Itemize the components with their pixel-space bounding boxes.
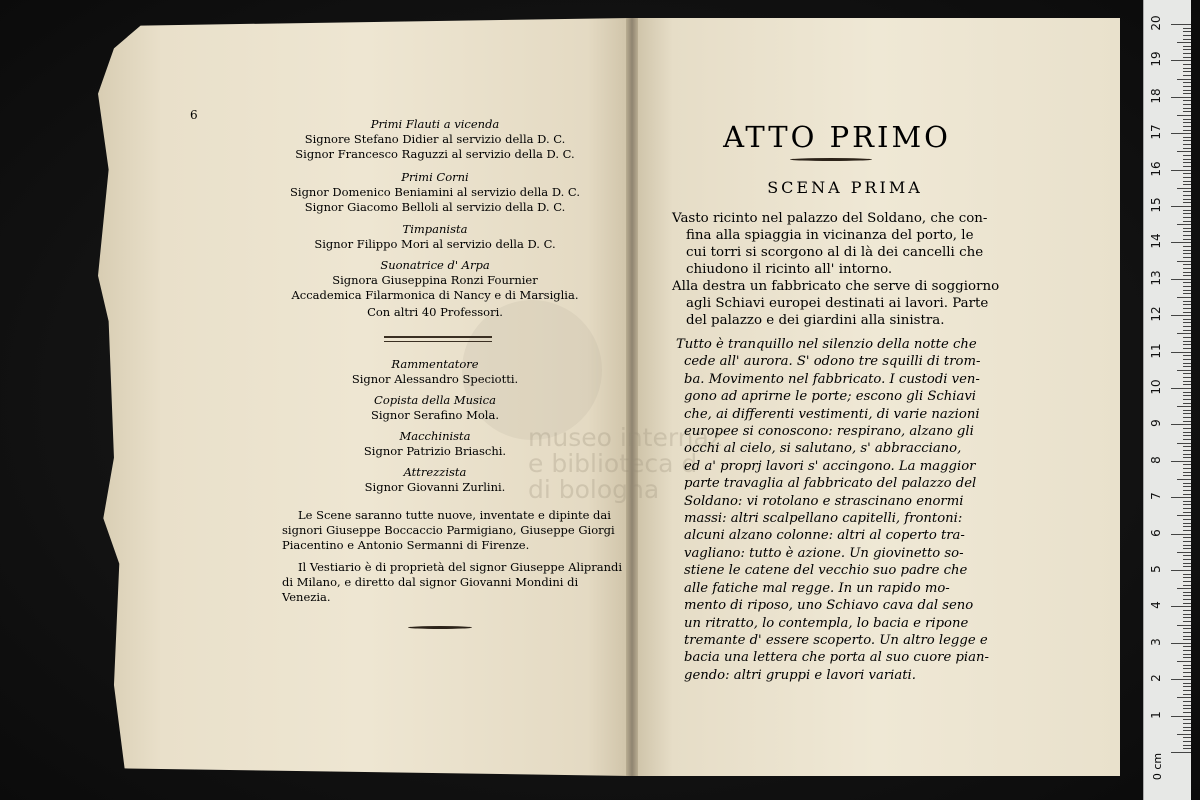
ruler-tick [1183, 202, 1191, 203]
ruler-tick [1183, 439, 1191, 440]
action-line: ed a' proprj lavori s' accingono. La maggior [684, 458, 976, 474]
action-line: stiene le catene del vecchio suo padre che [684, 563, 968, 579]
scenes-note [282, 508, 615, 553]
section-heading: Timpanista [402, 222, 468, 236]
ruler-tick [1183, 137, 1191, 138]
ruler-tick [1183, 228, 1191, 229]
ruler-tick [1183, 337, 1191, 338]
ruler-tick [1183, 577, 1191, 578]
measurement-ruler [1143, 0, 1191, 800]
ruler-tick [1183, 508, 1191, 509]
action-line: che, ai differenti vestimenti, di varie nazioni [684, 406, 980, 422]
action-line: massi: altri scalpellano capitelli, frontoni: [684, 511, 963, 527]
musician-line: Signor Domenico Beniamini al servizio della D. C. [290, 185, 580, 199]
ruler-tick [1183, 399, 1191, 400]
act-title: ATTO PRIMO [723, 120, 951, 154]
ruler-tick [1183, 86, 1191, 87]
ruler-tick [1177, 333, 1191, 334]
action-line: tremante d' essere scoperto. Un altro legge e [684, 632, 988, 648]
ruler-tick [1183, 28, 1191, 29]
ruler-tick [1183, 392, 1191, 393]
description-line: agli Schiavi europei destinati ai lavori. Parte [686, 296, 989, 311]
ruler-tick [1183, 359, 1191, 360]
staff-line: Signor Alessandro Speciotti. [351, 372, 519, 386]
ruler-tick [1183, 75, 1191, 76]
ruler-tick [1183, 130, 1191, 131]
ruler-tick [1183, 173, 1191, 174]
ruler-tick [1171, 242, 1191, 243]
ruler-tick [1183, 592, 1191, 593]
action-line: ba. Movimento nel fabbricato. I custodi ven- [684, 371, 980, 387]
ruler-tick [1183, 454, 1191, 455]
costumes-note [282, 560, 623, 605]
action-line: un ritratto, lo contempla, lo bacia e ripone [684, 615, 969, 631]
ruler-tick [1177, 224, 1191, 225]
ruler-tick [1183, 566, 1191, 567]
ruler-tick [1177, 552, 1191, 553]
ruler-tick [1183, 293, 1191, 294]
description-line: Vasto ricinto nel palazzo del Soldano, che con- [672, 211, 988, 226]
ruler-tick [1183, 683, 1191, 684]
ruler-tick [1183, 246, 1191, 247]
ruler-tick [1177, 443, 1191, 444]
ruler-tick [1183, 126, 1191, 127]
section-heading: Primi Corni [401, 170, 469, 184]
ruler-tick [1183, 184, 1191, 185]
ruler-tick [1183, 39, 1191, 40]
action-line: europee si conoscono: respirano, alzano gli [684, 424, 974, 440]
section-heading: Attrezzista [403, 465, 467, 479]
double-rule-top [384, 336, 492, 338]
section-heading: Suonatrice d' Arpa [380, 258, 490, 272]
harp-section [280, 258, 590, 303]
ruler-tick [1183, 413, 1191, 414]
page-number: 6 [190, 108, 198, 122]
scene-description [672, 210, 1000, 329]
ruler-tick [1183, 650, 1191, 651]
ruler-number: 9 [1149, 419, 1163, 428]
ruler-tick [1183, 82, 1191, 83]
ruler-tick [1183, 159, 1191, 160]
horns-section [280, 170, 590, 215]
staff-line: Signor Giovanni Zurlini. [364, 480, 506, 494]
ruler-tick [1183, 701, 1191, 702]
ruler-tick [1183, 599, 1191, 600]
ruler-tick [1183, 512, 1191, 513]
ruler-tick [1183, 231, 1191, 232]
ruler-tick [1183, 428, 1191, 429]
note-line: Venezia. [282, 590, 331, 604]
ruler-tick [1177, 625, 1191, 626]
ruler-tick [1183, 501, 1191, 502]
ruler-number: 1 [1149, 710, 1163, 719]
machinist-section [280, 429, 590, 459]
double-rule-bottom [384, 341, 492, 342]
ruler-tick [1183, 581, 1191, 582]
ruler-tick [1183, 628, 1191, 629]
ruler-tick [1177, 188, 1191, 189]
ruler-tick [1183, 363, 1191, 364]
action-line: gono ad aprirne le porte; escono gli Schiavi [684, 389, 977, 405]
ruler-tick [1171, 60, 1191, 61]
ruler-tick [1183, 519, 1191, 520]
ruler-tick [1177, 661, 1191, 662]
ruler-tick [1171, 679, 1191, 680]
ruler-tick [1183, 504, 1191, 505]
ruler-tick [1183, 672, 1191, 673]
ruler-tick [1183, 723, 1191, 724]
ruler-tick [1177, 515, 1191, 516]
ruler-tick [1183, 636, 1191, 637]
ruler-tick [1183, 421, 1191, 422]
staff-line: Signor Patrizio Briaschi. [363, 444, 507, 458]
ruler-tick [1183, 395, 1191, 396]
description-line: Alla destra un fabbricato che serve di soggiorno [672, 279, 1000, 294]
ruler-tick [1183, 705, 1191, 706]
title-ornament [790, 158, 872, 161]
note-line: Piacentino e Antonio Sermanni di Firenze. [282, 538, 530, 552]
ruler-number: 20 [1149, 15, 1163, 31]
ruler-tick [1177, 42, 1191, 43]
ruler-tick [1183, 341, 1191, 342]
description-line: del palazzo e dei giardini alla sinistra. [686, 313, 945, 328]
ruler-tick [1171, 388, 1191, 389]
ruler-tick [1183, 435, 1191, 436]
ruler-tick [1183, 727, 1191, 728]
ruler-tick [1183, 446, 1191, 447]
ruler-tick [1183, 574, 1191, 575]
ruler-tick [1183, 93, 1191, 94]
ruler-tick [1183, 304, 1191, 305]
ruler-tick [1183, 537, 1191, 538]
ruler-tick [1183, 162, 1191, 163]
ruler-tick [1183, 486, 1191, 487]
ruler-tick [1183, 523, 1191, 524]
ruler-tick [1183, 257, 1191, 258]
ruler-tick [1183, 199, 1191, 200]
ruler-tick [1177, 115, 1191, 116]
ruler-tick [1183, 119, 1191, 120]
ruler-tick [1171, 716, 1191, 717]
ruler-tick [1183, 239, 1191, 240]
ruler-tick [1183, 322, 1191, 323]
ruler-tick [1183, 610, 1191, 611]
ruler-tick [1183, 275, 1191, 276]
note-line: Le Scene saranno tutte nuove, inventate e dipinte dai [298, 508, 611, 522]
ruler-tick [1183, 90, 1191, 91]
ruler-tick [1183, 148, 1191, 149]
note-line: Il Vestiario è di proprietà del signor Giuseppe Aliprandi [298, 560, 623, 574]
ruler-tick [1177, 370, 1191, 371]
ruler-tick [1183, 737, 1191, 738]
ruler-tick [1183, 545, 1191, 546]
ruler-tick [1183, 748, 1191, 749]
ruler-tick [1183, 144, 1191, 145]
ruler-tick [1183, 191, 1191, 192]
ruler-tick [1183, 104, 1191, 105]
ruler-tick [1183, 166, 1191, 167]
ruler-tick [1171, 279, 1191, 280]
ruler-tick [1171, 24, 1191, 25]
ruler-tick [1183, 665, 1191, 666]
ruler-tick [1183, 555, 1191, 556]
ruler-tick [1183, 403, 1191, 404]
ruler-tick [1183, 290, 1191, 291]
ruler-tick [1177, 406, 1191, 407]
action-line: alcuni alzano colonne: altri al coperto tra- [684, 528, 965, 544]
staff-line: Signor Serafino Mola. [371, 408, 499, 422]
ruler-tick [1183, 712, 1191, 713]
ruler-tick [1183, 541, 1191, 542]
ruler-number: 19 [1149, 51, 1163, 68]
ruler-tick [1183, 530, 1191, 531]
ruler-tick [1171, 752, 1191, 753]
ruler-tick [1183, 35, 1191, 36]
ruler-number: 17 [1149, 124, 1163, 140]
ruler-tick [1183, 68, 1191, 69]
ruler-tick [1183, 381, 1191, 382]
action-line: Tutto è tranquillo nel silenzio della notte che [676, 337, 977, 352]
ruler-tick [1183, 450, 1191, 451]
ruler-number: 11 [1149, 342, 1163, 359]
ruler-tick [1177, 479, 1191, 480]
ruler-number: 13 [1149, 270, 1163, 286]
ruler-tick [1177, 297, 1191, 298]
ruler-tick [1183, 668, 1191, 669]
ruler-tick [1171, 534, 1191, 535]
ruler-tick [1183, 548, 1191, 549]
ruler-tick [1183, 603, 1191, 604]
note-line: signori Giuseppe Boccaccio Parmigiano, Giuseppe Giorgi [282, 523, 615, 537]
book-gutter [626, 18, 638, 776]
ruler-tick [1183, 472, 1191, 473]
ruler-tick [1183, 272, 1191, 273]
ruler-tick [1183, 563, 1191, 564]
ruler-number: 10 [1149, 379, 1163, 395]
ruler-tick [1183, 31, 1191, 32]
ruler-tick [1183, 694, 1191, 695]
ruler-number: 3 [1149, 637, 1163, 646]
ruler-tick [1183, 490, 1191, 491]
ruler-number: 2 [1149, 674, 1163, 683]
ruler-tick [1183, 475, 1191, 476]
ruler-number: 15 [1149, 197, 1163, 213]
watermark-line: museo internaz [528, 423, 722, 452]
action-line: mento di riposo, uno Schiavo cava dal seno [684, 598, 974, 614]
note-line: di Milano, e diretto dal signor Giovanni Mondini di [282, 575, 579, 589]
ruler-number: 5 [1149, 565, 1163, 573]
ruler-tick [1183, 344, 1191, 345]
ruler-tick [1183, 483, 1191, 484]
ruler-tick [1183, 210, 1191, 211]
end-ornament [408, 626, 472, 629]
ruler-tick [1183, 464, 1191, 465]
ruler-tick [1183, 319, 1191, 320]
ruler-tick [1183, 526, 1191, 527]
ruler-tick [1183, 122, 1191, 123]
props-section [280, 465, 590, 495]
ruler-number: 16 [1149, 160, 1163, 177]
ruler-tick [1171, 97, 1191, 98]
ruler-number: 8 [1149, 455, 1163, 464]
musician-line: Signor Giacomo Belloli al servizio della D. C. [304, 200, 566, 214]
ruler-tick [1183, 111, 1191, 112]
ruler-tick [1183, 384, 1191, 385]
action-line: parte travaglia al fabbricato del palazzo del [684, 476, 977, 492]
ruler-tick [1183, 195, 1191, 196]
ruler-tick [1183, 177, 1191, 178]
ruler-tick [1177, 734, 1191, 735]
description-line: fina alla spiaggia in vicinanza del porto, le [686, 228, 974, 243]
ruler-tick [1183, 308, 1191, 309]
other-professors: Con altri 40 Professori. [367, 305, 503, 319]
ruler-tick [1183, 654, 1191, 655]
ruler-tick [1183, 614, 1191, 615]
ruler-tick [1183, 253, 1191, 254]
ruler-tick [1183, 494, 1191, 495]
ruler-number: 12 [1149, 306, 1163, 322]
ruler-tick [1183, 730, 1191, 731]
musician-line: Accademica Filarmonica di Nancy e di Marsiglia. [291, 288, 579, 302]
ruler-tick [1171, 133, 1191, 134]
ruler-tick [1183, 457, 1191, 458]
section-heading: Rammentatore [391, 357, 479, 371]
ruler-tick [1183, 140, 1191, 141]
ruler-number: 7 [1149, 492, 1163, 501]
ruler-tick [1183, 621, 1191, 622]
ruler-tick [1183, 741, 1191, 742]
ruler-tick [1183, 690, 1191, 691]
ruler-tick [1183, 250, 1191, 251]
scene-title: SCENA PRIMA [767, 178, 923, 197]
ruler-tick [1183, 217, 1191, 218]
ruler-tick [1183, 264, 1191, 265]
ruler-tick [1177, 151, 1191, 152]
ruler-tick [1183, 71, 1191, 72]
action-line: Soldano: vi rotolano e strascinano enormi [684, 493, 964, 509]
ruler-tick [1183, 585, 1191, 586]
ruler-tick [1183, 57, 1191, 58]
ruler-tick [1183, 676, 1191, 677]
musician-line: Signor Filippo Mori al servizio della D. C. [314, 237, 556, 251]
ruler-tick [1183, 708, 1191, 709]
ruler-tick [1171, 206, 1191, 207]
ruler-tick [1171, 461, 1191, 462]
watermark-line: e biblioteca d [528, 449, 698, 478]
stage-action [676, 336, 996, 684]
copyist-section [280, 393, 590, 423]
ruler-tick [1183, 595, 1191, 596]
ruler-tick [1183, 213, 1191, 214]
ruler-tick [1183, 468, 1191, 469]
ruler-tick [1183, 366, 1191, 367]
ruler-tick [1183, 312, 1191, 313]
ruler-tick [1183, 686, 1191, 687]
watermark-line: di bologna [528, 475, 660, 504]
ruler-tick [1183, 100, 1191, 101]
ruler-tick [1183, 235, 1191, 236]
action-line: vagliano: tutto è azione. Un giovinetto so- [684, 545, 964, 561]
ruler-tick [1183, 301, 1191, 302]
ruler-tick [1183, 330, 1191, 331]
ruler-tick [1183, 355, 1191, 356]
ruler-tick [1177, 79, 1191, 80]
section-heading: Copista della Musica [374, 393, 496, 407]
ruler-tick [1171, 352, 1191, 353]
ruler-tick [1183, 719, 1191, 720]
ruler-tick [1183, 657, 1191, 658]
ruler-tick [1177, 261, 1191, 262]
action-line: bacia una lettera che porta al suo cuore pian- [684, 650, 989, 666]
ruler-tick [1183, 64, 1191, 65]
ruler-tick [1183, 417, 1191, 418]
musician-line: Signore Stefano Didier al servizio della D. C. [304, 132, 566, 146]
ruler-tick [1183, 46, 1191, 47]
ruler-number: 4 [1149, 601, 1163, 610]
ruler-tick [1183, 410, 1191, 411]
ruler-tick [1183, 639, 1191, 640]
description-line: chiudono il ricinto all' intorno. [686, 262, 893, 277]
action-line: cede all' aurora. S' odono tre squilli di trom- [684, 354, 981, 370]
description-line: cui torri si scorgono al di là dei cancelli che [686, 245, 984, 260]
musician-line: Signora Giuseppina Ronzi Fournier [332, 273, 538, 287]
ruler-tick [1183, 377, 1191, 378]
ruler-tick [1183, 49, 1191, 50]
ruler-tick [1183, 617, 1191, 618]
ruler-tick [1183, 282, 1191, 283]
ruler-tick [1183, 155, 1191, 156]
ruler-tick [1183, 745, 1191, 746]
ruler-tick [1183, 373, 1191, 374]
ruler-tick [1171, 606, 1191, 607]
ruler-tick [1183, 221, 1191, 222]
ruler-tick [1183, 53, 1191, 54]
timpani-section [280, 222, 590, 252]
ruler-tick [1177, 588, 1191, 589]
action-line: occhi al cielo, si salutano, s' abbracciano, [684, 441, 962, 457]
ruler-tick [1171, 497, 1191, 498]
ruler-tick [1171, 570, 1191, 571]
section-heading: Primi Flauti a vicenda [370, 117, 500, 131]
action-line: alle fatiche mal regge. In un rapido mo- [684, 580, 950, 596]
ruler-number: 18 [1149, 88, 1163, 104]
ruler-tick [1177, 697, 1191, 698]
ruler-tick [1183, 326, 1191, 327]
ruler-number: 14 [1149, 233, 1163, 250]
ruler-tick [1171, 643, 1191, 644]
ruler-unit-label: 0 cm [1151, 752, 1165, 781]
prompter-section [280, 357, 590, 387]
ruler-tick [1183, 559, 1191, 560]
ruler-tick [1183, 286, 1191, 287]
section-heading: Macchinista [399, 429, 471, 443]
ruler-tick [1183, 432, 1191, 433]
flutes-section [280, 117, 590, 162]
ruler-tick [1183, 268, 1191, 269]
ruler-tick [1171, 424, 1191, 425]
ruler-tick [1183, 108, 1191, 109]
ruler-tick [1171, 170, 1191, 171]
ruler-tick [1183, 348, 1191, 349]
ruler-tick [1183, 646, 1191, 647]
ruler-tick [1171, 315, 1191, 316]
musician-line: Signor Francesco Raguzzi al servizio della D. C. [295, 147, 575, 161]
ruler-tick [1183, 181, 1191, 182]
action-line: gendo: altri gruppi e lavori variati. [684, 667, 916, 683]
ruler-number: 6 [1149, 528, 1163, 537]
ruler-tick [1183, 632, 1191, 633]
